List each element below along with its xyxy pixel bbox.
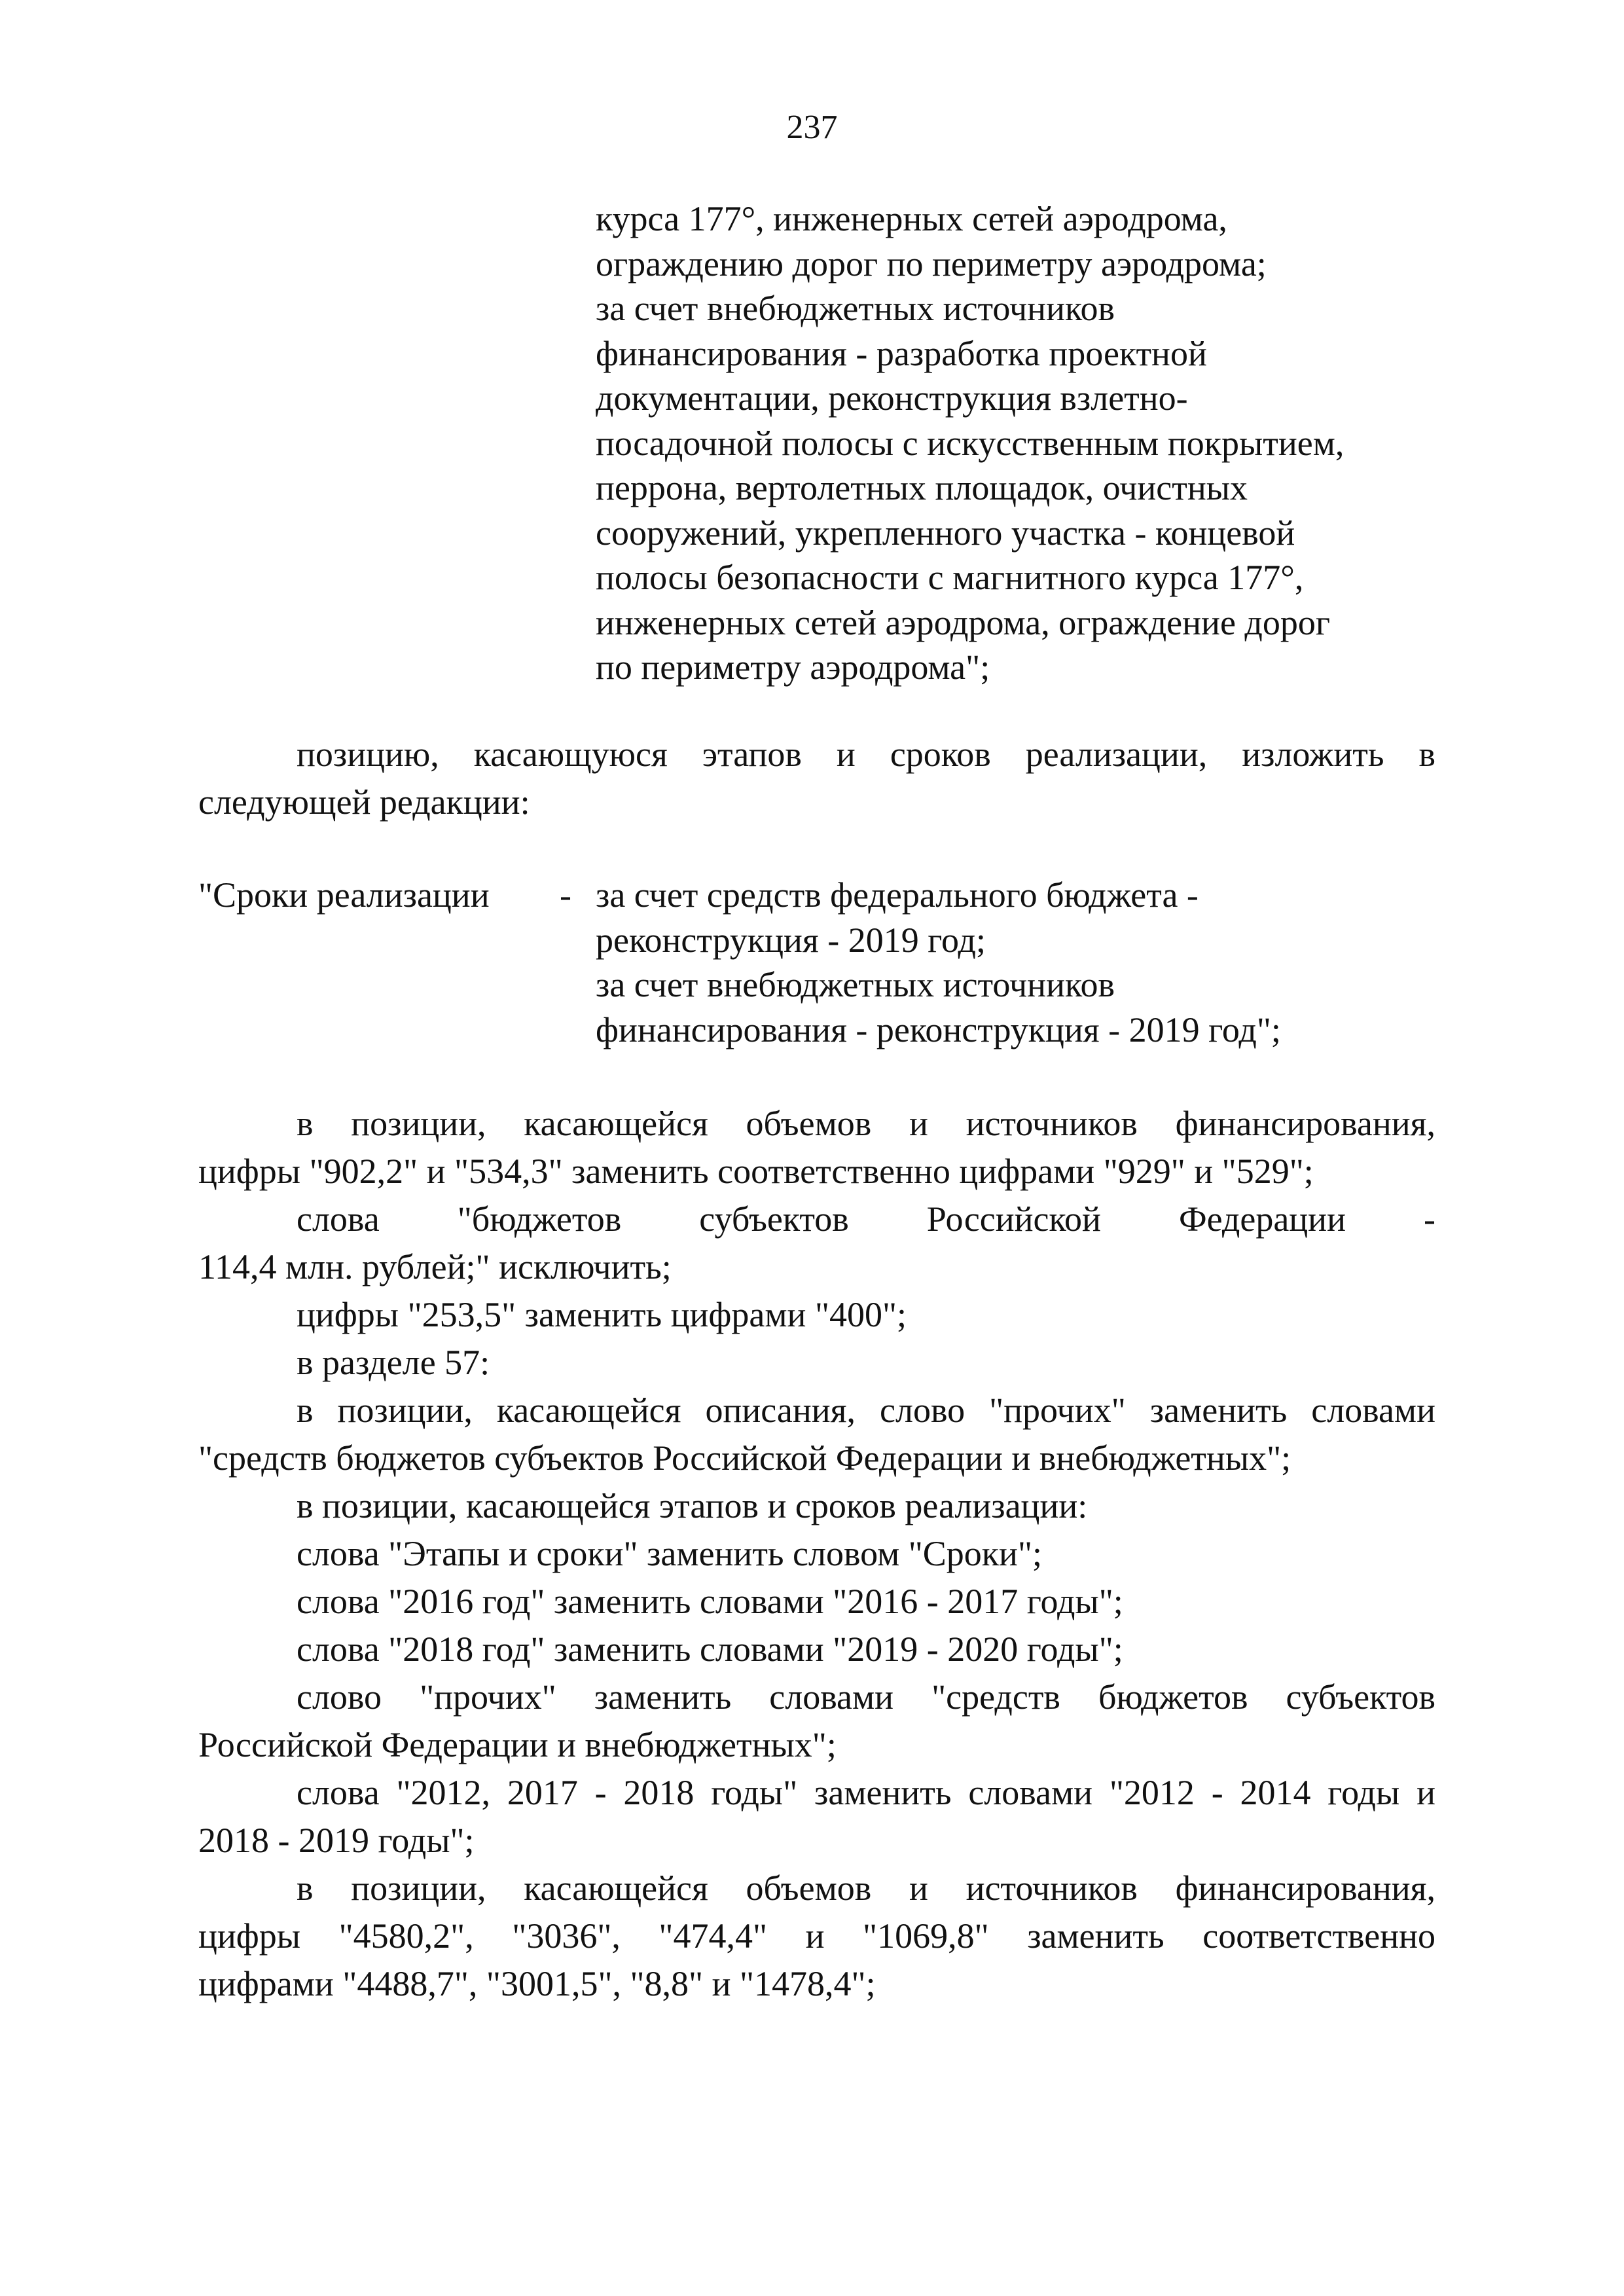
terms-line: за счет средств федерального бюджета - bbox=[596, 875, 1199, 915]
page-number: 237 bbox=[786, 109, 838, 146]
intro-line: ограждению дорог по периметру аэродрома; bbox=[596, 244, 1267, 283]
body-line: Российской Федерации и внебюджетных"; bbox=[198, 1725, 837, 1764]
intro-line: перрона, вертолетных площадок, очистных bbox=[596, 468, 1248, 507]
terms-line: финансирования - реконструкция - 2019 год"; bbox=[596, 1010, 1281, 1049]
terms-label: "Сроки реализации bbox=[198, 875, 490, 915]
body-line: слова "бюджетов субъектов Российской Федерации - bbox=[297, 1199, 1435, 1239]
terms-indented-block bbox=[596, 873, 1447, 1052]
paragraph-line: позицию, касающуюся этапов и сроков реализации, изложить в bbox=[297, 735, 1435, 774]
terms-dash: - bbox=[560, 875, 571, 915]
body-line: цифрами "4488,7", "3001,5", "8,8" и "1478,4"; bbox=[198, 1964, 876, 2003]
body-line: "средств бюджетов субъектов Российской Федерации и внебюджетных"; bbox=[198, 1438, 1291, 1478]
body-line: в позиции, касающейся объемов и источников финансирования, bbox=[297, 1104, 1435, 1143]
body-line: цифры "253,5" заменить цифрами "400"; bbox=[297, 1295, 907, 1334]
intro-line: по периметру аэродрома"; bbox=[596, 647, 990, 687]
intro-line: полосы безопасности с магнитного курса 177°, bbox=[596, 558, 1304, 597]
intro-indented-block bbox=[596, 196, 1447, 690]
terms-line: за счет внебюджетных источников bbox=[596, 965, 1115, 1004]
intro-line: курса 177°, инженерных сетей аэродрома, bbox=[596, 199, 1227, 238]
body-line: в разделе 57: bbox=[297, 1343, 490, 1382]
terms-line: реконструкция - 2019 год; bbox=[596, 920, 986, 960]
body-line: слова "2016 год" заменить словами "2016 - 2017 годы"; bbox=[297, 1582, 1123, 1621]
amendments-body bbox=[198, 1100, 1435, 2008]
body-line: слова "2012, 2017 - 2018 годы" заменить словами "2012 - 2014 годы и bbox=[297, 1773, 1435, 1812]
intro-line: финансирования - разработка проектной bbox=[596, 333, 1207, 373]
body-line: в позиции, касающейся этапов и сроков реализации: bbox=[297, 1486, 1088, 1525]
intro-line: документации, реконструкция взлетно- bbox=[596, 378, 1188, 418]
intro-line: инженерных сетей аэродрома, ограждение дорог bbox=[596, 602, 1331, 642]
intro-line: сооружений, укрепленного участка - концевой bbox=[596, 513, 1295, 553]
body-line: цифры "902,2" и "534,3" заменить соответственно цифрами "929" и "529"; bbox=[198, 1152, 1314, 1191]
body-line: 2018 - 2019 годы"; bbox=[198, 1821, 475, 1860]
intro-line: посадочной полосы с искусственным покрытием, bbox=[596, 423, 1344, 463]
body-line: цифры "4580,2", "3036", "474,4" и "1069,8" заменить соответственно bbox=[198, 1916, 1435, 1956]
position-paragraph bbox=[198, 731, 1435, 826]
body-line: слово "прочих" заменить словами "средств бюджетов субъектов bbox=[297, 1677, 1435, 1717]
body-line: 114,4 млн. рублей;" исключить; bbox=[198, 1247, 672, 1286]
paragraph-line: следующей редакции: bbox=[198, 782, 530, 822]
body-line: слова "Этапы и сроки" заменить словом "Сроки"; bbox=[297, 1534, 1042, 1573]
body-line: в позиции, касающейся объемов и источников финансирования, bbox=[297, 1868, 1435, 1908]
body-line: в позиции, касающейся описания, слово "прочих" заменить словами bbox=[297, 1391, 1435, 1430]
body-line: слова "2018 год" заменить словами "2019 - 2020 годы"; bbox=[297, 1630, 1123, 1669]
intro-line: за счет внебюджетных источников bbox=[596, 289, 1115, 328]
